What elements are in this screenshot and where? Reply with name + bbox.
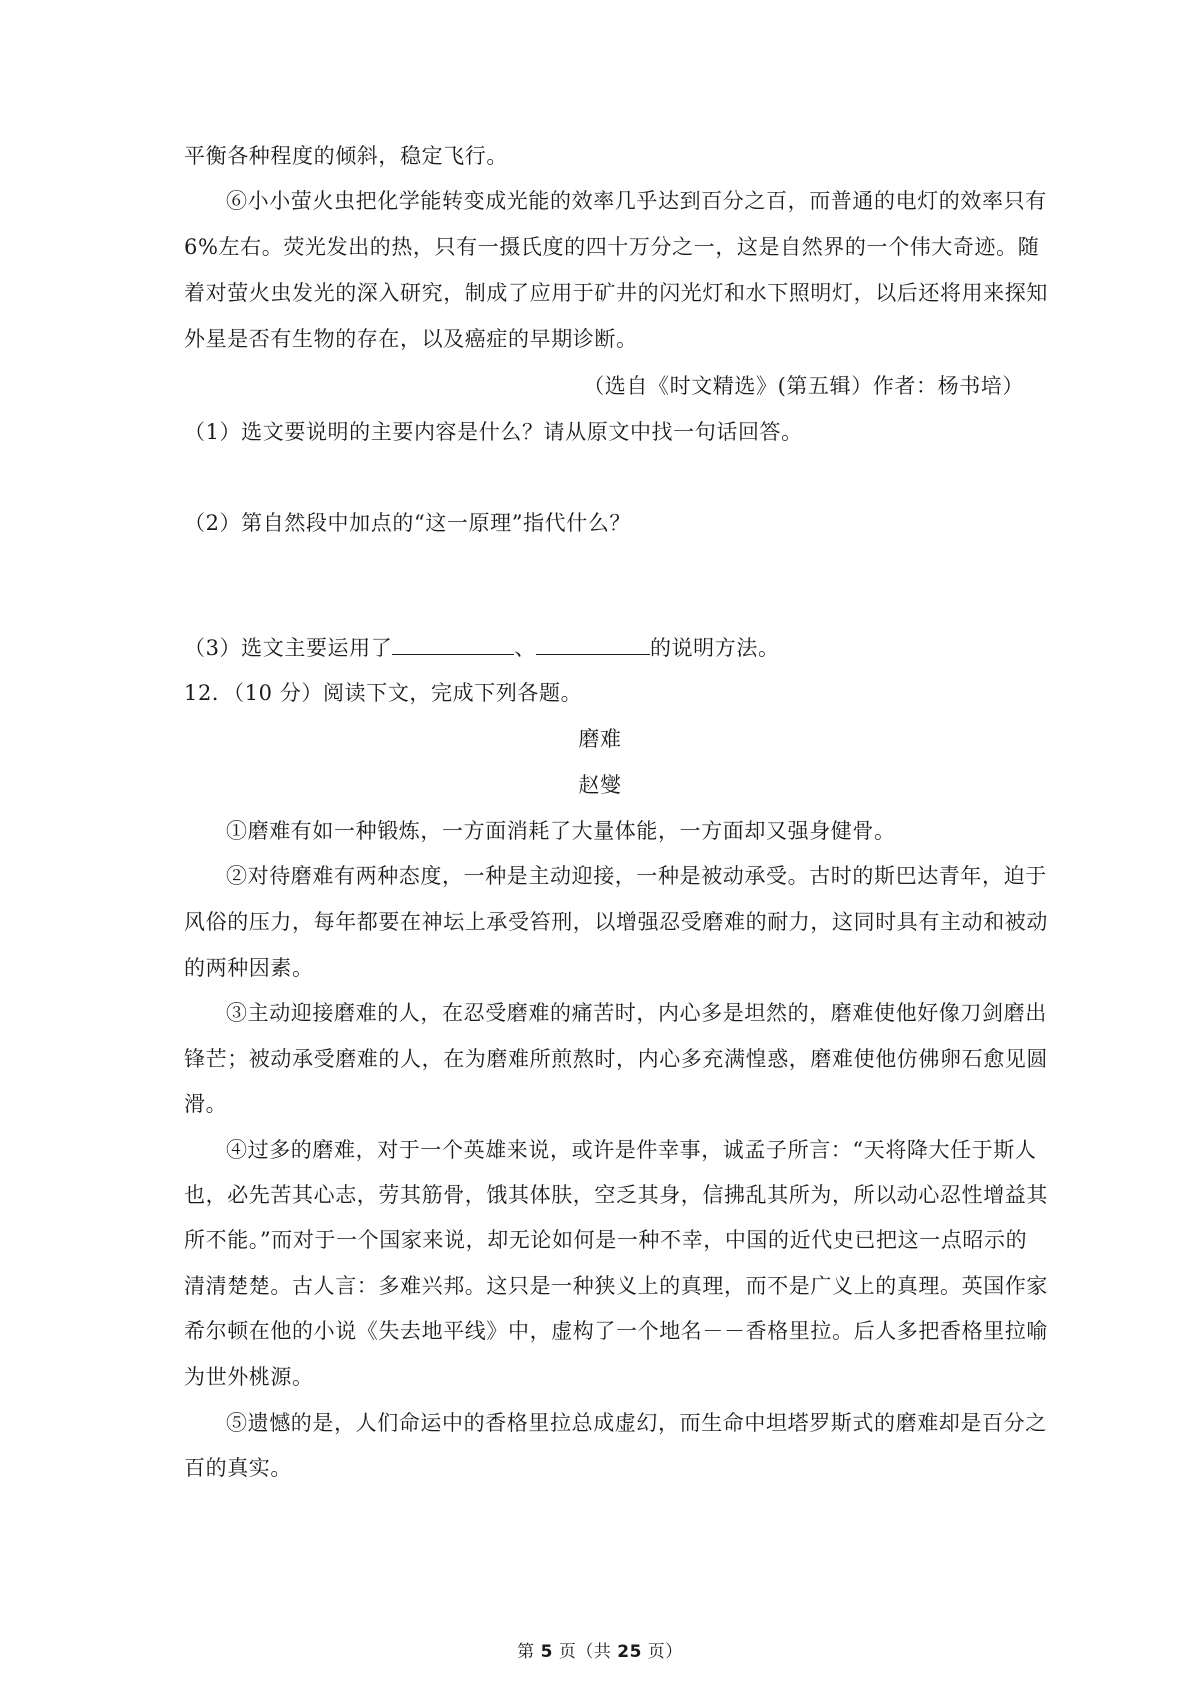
paragraph-line: 滑。 <box>184 1092 228 1116</box>
question-3-prefix: （3）选文主要运用了 <box>184 636 393 660</box>
paragraph-line: 为世外桃源。 <box>184 1365 314 1389</box>
paragraph-line: 清清楚楚。古人言：多难兴邦。这只是一种狭义上的真理，而不是广义上的真理。英国作家 <box>184 1274 1048 1298</box>
total-page-count: 25 <box>617 1642 642 1662</box>
question-3-separator: 、 <box>514 636 536 660</box>
paragraph-line: 外星是否有生物的存在，以及癌症的早期诊断。 <box>184 327 638 351</box>
paragraph-line: 希尔顿在他的小说《失去地平线》中，虚构了一个地名－－香格里拉。后人多把香格里拉喻 <box>184 1319 1048 1343</box>
paragraph-line: 也，必先苦其心志，劳其筋骨，饿其体肤，空乏其身，信拂乱其所为，所以动心忍性增益其 <box>184 1183 1048 1207</box>
paragraph-line: ⑤遗憾的是，人们命运中的香格里拉总成虚幻，而生命中坦塔罗斯式的磨难却是百分之 <box>226 1411 1047 1435</box>
question-12-heading: 12．（10 分）阅读下文，完成下列各题。 <box>184 681 583 705</box>
footer-prefix: 第 <box>517 1642 541 1662</box>
question-2: （2）第自然段中加点的“这一原理”指代什么？ <box>184 511 632 535</box>
paragraph-line: ④过多的磨难，对于一个英雄来说，或许是件幸事，诚孟子所言：“天将降大任于斯人 <box>226 1138 1037 1162</box>
paragraph-line: 风俗的压力，每年都要在神坛上承受笞刑，以增强忍受磨难的耐力，这同时具有主动和被动 <box>184 910 1048 934</box>
paragraph-line: 所不能。”而对于一个国家来说，却无论如何是一种不幸，中国的近代史已把这一点昭示的 <box>184 1228 1028 1252</box>
question-3 <box>184 632 1024 663</box>
paragraph-line: 着对萤火虫发光的深入研究，制成了应用于矿井的闪光灯和水下照明灯，以后还将用来探知 <box>184 281 1048 305</box>
paragraph-line: 平衡各种程度的倾斜，稳定飞行。 <box>184 144 508 168</box>
source-citation: （选自《时文精选》(第五辑）作者：杨书培） <box>583 374 1024 398</box>
answer-blank-1[interactable] <box>392 632 514 655</box>
paragraph-line: ⑥小小萤火虫把化学能转变成光能的效率几乎达到百分之百，而普通的电灯的效率只有 <box>226 189 1047 213</box>
paragraph-line: 锋芒；被动承受磨难的人，在为磨难所煎熬时，内心多充满惶惑，磨难使他仿佛卵石愈见圆 <box>184 1047 1048 1071</box>
paragraph-line: 百的真实。 <box>184 1456 292 1480</box>
footer-middle: 页（共 <box>552 1642 618 1662</box>
paragraph-line: 6%左右。荧光发出的热，只有一摄氏度的四十万分之一，这是自然界的一个伟大奇迹。随 <box>184 235 1040 259</box>
paragraph-line: ①磨难有如一种锻炼，一方面消耗了大量体能，一方面却又强身健骨。 <box>226 819 896 843</box>
article-title: 磨难 <box>578 727 622 751</box>
paragraph-line: ②对待磨难有两种态度，一种是主动迎接，一种是被动承受。古时的斯巴达青年，迫于 <box>226 864 1047 888</box>
paragraph-line: 的两种因素。 <box>184 956 314 980</box>
question-3-suffix: 的说明方法。 <box>649 636 780 660</box>
footer-suffix: 页） <box>641 1642 683 1662</box>
page-footer <box>0 1640 1200 1664</box>
paragraph-line: ③主动迎接磨难的人，在忍受磨难的痛苦时，内心多是坦然的，磨难使他好像刀剑磨出 <box>226 1001 1047 1025</box>
question-1: （1）选文要说明的主要内容是什么？请从原文中找一句话回答。 <box>184 420 803 444</box>
article-author: 赵燮 <box>578 773 622 797</box>
answer-blank-2[interactable] <box>536 632 650 655</box>
current-page-number: 5 <box>540 1642 553 1662</box>
